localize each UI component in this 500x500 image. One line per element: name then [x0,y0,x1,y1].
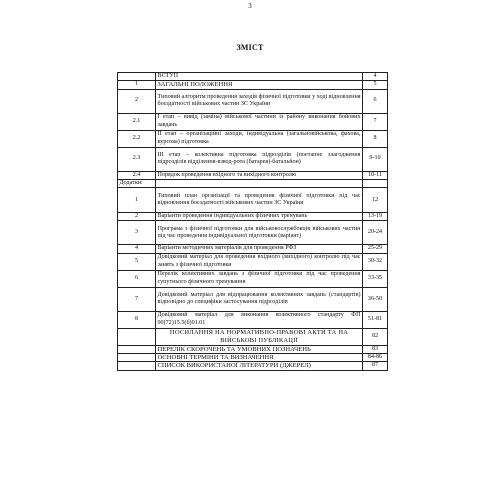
appendix-page: 51-81 [363,311,388,328]
page-number: 3 [248,2,252,10]
toc-row-page: 4 [363,73,388,81]
appendix-page: 30-32 [363,253,388,270]
toc-row [118,81,388,89]
appendix-number: 1 [118,188,156,213]
toc-row [118,147,388,171]
toc-row-abbreviations [118,345,388,353]
toc-row [118,171,388,179]
toc-row [118,113,388,130]
appendices-label: Додатки: [118,179,156,187]
toc-row-title: ПЕРЕЛІК СКОРОЧЕНЬ ТА УМОВНИХ ПОЗНАЧЕНЬ [156,345,363,353]
appendix-row [118,270,388,287]
appendix-row [118,311,388,328]
toc-row-page: 87 [363,362,388,370]
toc-row-number: 2.2 [118,130,156,147]
appendix-page: 33-35 [363,270,388,287]
toc-row-title: Порядок проведення вхідного та вихідного контролю [156,171,363,179]
toc-row-page: 9-10 [363,147,388,171]
appendix-row [118,245,388,253]
appendices-header-row [118,179,388,187]
toc-row [118,89,388,113]
toc-row-page: 83 [363,345,388,353]
toc-row-page: 10-11 [363,171,388,179]
appendix-number: 3 [118,221,156,245]
toc-row-terms [118,354,388,362]
toc-row [118,130,388,147]
toc-row-title: І етап – вивід (заміна) військової частини із району виконання бойових завдань [156,113,363,130]
toc-row-number [118,73,156,81]
appendix-title: Програма з фізичної підготовки для військовослужбовців військових частин під час проведення індивідуальної підготовки (варіант) [156,221,363,245]
appendix-row [118,188,388,213]
appendix-number: 4 [118,245,156,253]
toc-row-page: 84-86 [363,354,388,362]
toc-row-page: 5 [363,81,388,89]
appendix-number: 6 [118,270,156,287]
appendix-number: 2 [118,213,156,221]
toc-row-introduction [118,73,388,81]
appendix-title: Довідковий матеріал для відпрацювання колективних завдань (стандартів) відповідно до специфіки застосування підрозділів [156,287,363,311]
appendix-row [118,253,388,270]
toc-row-title: ІІ етап – організаційні заходи, індивідуальна (загальновійськова, фахова, курсова) підготовка [156,130,363,147]
appendix-page: 20-24 [363,221,388,245]
appendix-title: Варіанти методичних матеріалів для проведення РФЗ [156,245,363,253]
toc-row-number: 2.1 [118,113,156,130]
appendix-page: 12 [363,188,388,213]
appendix-page: 36-50 [363,287,388,311]
toc-row-number: 2 [118,89,156,113]
appendix-page: 25-29 [363,245,388,253]
toc-row-title: Типовий алгоритм проведення заходів фізичної підготовки у ході відновлення боєздатності військових частин ЗС України [156,89,363,113]
appendix-row [118,221,388,245]
appendix-title: Довідковий матеріал для проведення вхідного (вихідного) контролю під час занять з фізичної підготовки [156,253,363,270]
toc-row-page: 7 [363,113,388,130]
toc-row-title: ОСНОВНІ ТЕРМІНИ ТА ВИЗНАЧЕННЯ [156,354,363,362]
toc-row-title: ЗАГАЛЬНІ ПОЛОЖЕННЯ [156,81,363,89]
appendix-row [118,213,388,221]
appendix-page: 13-19 [363,213,388,221]
toc-row-title: ВСТУП [156,73,363,81]
appendix-row [118,287,388,311]
toc-row-page: 6 [363,89,388,113]
appendix-title: Довідковий матеріал для виконання колективного стандарту ФП 00(72)15.5(б)01.01 [156,311,363,328]
toc-row-title: ПОСИЛАННЯ НА НОРМАТИВНО-ПРАВОВІ АКТИ ТА НА ВІЙСЬКОВІ ПУБЛІКАЦІЇ [156,328,363,345]
appendix-number: 5 [118,253,156,270]
appendix-title: Типовий план організації та проведення фізичної підготовки під час відновлення боєздатності військових частин ЗС України [156,188,363,213]
toc-row-references [118,328,388,345]
toc-row-number: 2.3 [118,147,156,171]
toc-row-number: 1 [118,81,156,89]
toc-row-page: 8 [363,130,388,147]
toc-row-title: СПИСОК ВИКОРИСТАНОЇ ЛІТЕРАТУРИ (ДЖЕРЕЛ) [156,362,363,370]
toc-row-page: 82 [363,328,388,345]
page-title: ЗМІСТ [236,43,264,52]
appendix-title: Перелік колективних завдань з фізичної підготовки під час проведення супутнього фізичного тренування [156,270,363,287]
toc-row-bibliography [118,362,388,370]
table-of-contents [117,72,388,371]
toc-row-title: ІІІ етап – колективна підготовка підрозділів (поетапне злагодження підрозділів відділення-взвод-рота (батарея)-батальйон) [156,147,363,171]
appendix-number: 7 [118,287,156,311]
toc-row-number: 2.4 [118,171,156,179]
appendix-number: 8 [118,311,156,328]
appendix-title: Варіанти проведення індивідуальних фізичних тренувань [156,213,363,221]
